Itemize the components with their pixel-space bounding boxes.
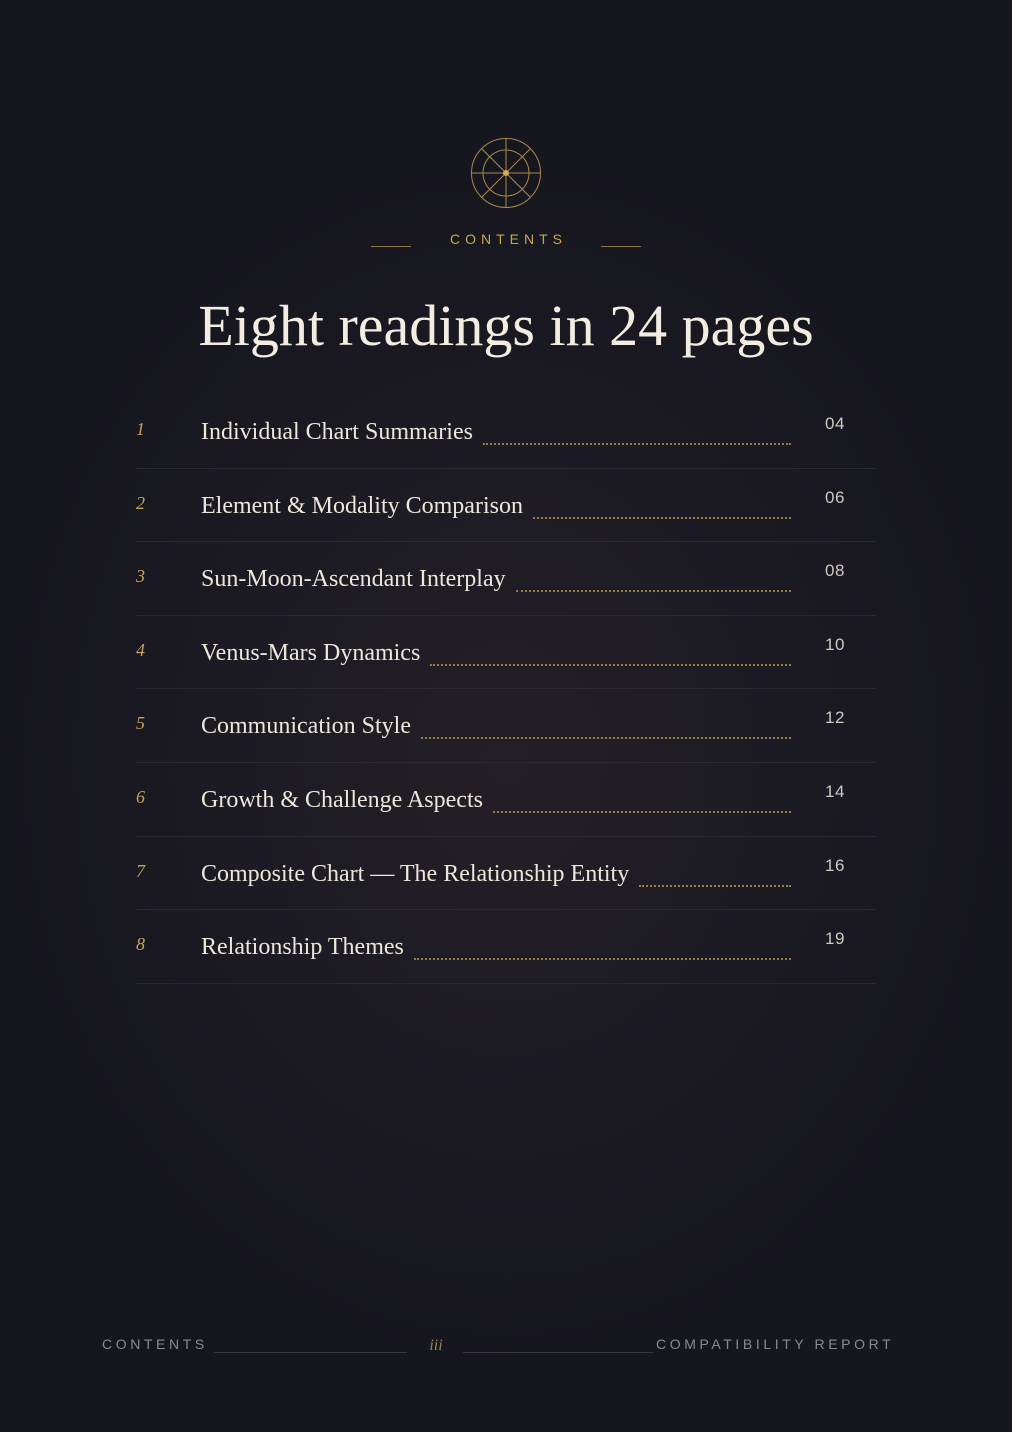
toc-entry[interactable] bbox=[136, 469, 876, 543]
toc-entry-page: 06 bbox=[825, 487, 845, 507]
toc-entry[interactable] bbox=[136, 542, 876, 616]
kicker-label: CONTENTS bbox=[450, 231, 567, 247]
toc-entry-title: Venus-Mars Dynamics bbox=[201, 639, 421, 666]
toc-entry-page: 10 bbox=[825, 634, 845, 654]
toc-entry-line bbox=[201, 417, 791, 447]
toc-entry-title: Sun-Moon-Ascendant Interplay bbox=[201, 566, 506, 593]
toc-entry[interactable] bbox=[136, 763, 876, 837]
footer-report-label: COMPATIBILITY REPORT bbox=[656, 1336, 895, 1352]
section-kicker bbox=[0, 230, 1012, 250]
toc-entry-number: 7 bbox=[136, 860, 145, 881]
toc-entry-page: 12 bbox=[825, 708, 845, 728]
toc-entry-number: 8 bbox=[136, 934, 145, 955]
toc-entry-line bbox=[201, 638, 791, 668]
toc-entry-title: Element & Modality Comparison bbox=[201, 492, 523, 519]
dot-leader bbox=[516, 590, 791, 592]
toc-entry-number: 3 bbox=[136, 566, 145, 587]
toc-entry-number: 1 bbox=[136, 419, 145, 439]
toc-entry-number: 2 bbox=[136, 492, 145, 513]
zodiac-wheel-icon bbox=[470, 137, 542, 209]
toc-entry-title: Relationship Themes bbox=[201, 934, 404, 961]
toc-entry-line bbox=[201, 491, 791, 521]
toc-entry[interactable] bbox=[136, 837, 876, 911]
dot-leader bbox=[421, 737, 791, 739]
toc-entry-line bbox=[201, 711, 791, 741]
toc-entry-line bbox=[201, 859, 791, 889]
dot-leader bbox=[430, 664, 791, 666]
dot-leader bbox=[493, 811, 791, 813]
dot-leader bbox=[533, 517, 791, 519]
toc-entry[interactable] bbox=[136, 395, 876, 469]
toc-entry-title: Growth & Challenge Aspects bbox=[201, 786, 483, 813]
toc-entry-page: 16 bbox=[825, 855, 845, 875]
footer-section-label: CONTENTS bbox=[102, 1336, 208, 1352]
toc-entry-page: 14 bbox=[825, 781, 845, 801]
toc-entry-page: 04 bbox=[825, 414, 845, 433]
page-footer bbox=[0, 1334, 1012, 1364]
toc-entry[interactable] bbox=[136, 910, 876, 984]
toc-entry-title: Individual Chart Summaries bbox=[201, 419, 473, 445]
toc-entry-title: Communication Style bbox=[201, 713, 411, 740]
page-title: Eight readings in 24 pages bbox=[198, 293, 814, 358]
toc-entry-title: Composite Chart — The Relationship Entity bbox=[201, 860, 630, 887]
page-folio: iii bbox=[429, 1337, 443, 1354]
toc-entry-number: 6 bbox=[136, 786, 145, 807]
toc-entry-line bbox=[201, 932, 791, 962]
toc-entry[interactable] bbox=[136, 689, 876, 763]
toc-entry[interactable] bbox=[136, 616, 876, 690]
dot-leader bbox=[483, 443, 791, 445]
table-of-contents bbox=[136, 395, 876, 984]
toc-entry-number: 4 bbox=[136, 639, 145, 660]
toc-entry-page: 19 bbox=[825, 929, 845, 949]
toc-entry-page: 08 bbox=[825, 561, 845, 581]
footer-rule-right bbox=[463, 1352, 653, 1353]
kicker-rule-right bbox=[601, 246, 641, 247]
footer-rule-left bbox=[214, 1352, 407, 1353]
toc-entry-line bbox=[201, 785, 791, 815]
toc-entry-line bbox=[201, 564, 791, 594]
toc-entry-number: 5 bbox=[136, 713, 145, 734]
dot-leader bbox=[414, 958, 791, 960]
dot-leader bbox=[639, 885, 791, 887]
